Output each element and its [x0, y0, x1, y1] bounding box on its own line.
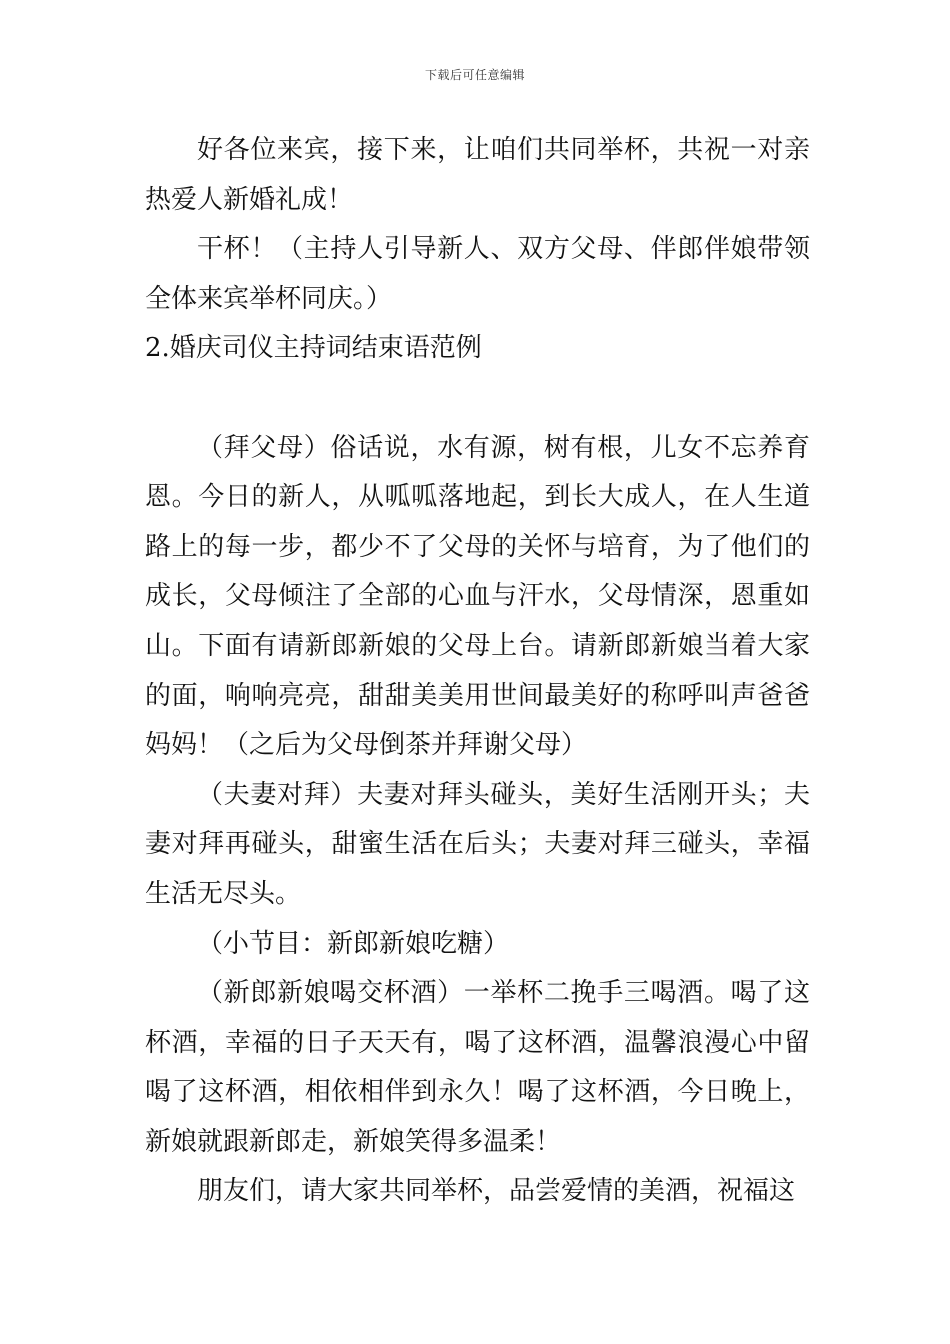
paragraph-couple-bow: （夫妻对拜）夫妻对拜头碰头，美好生活刚开头；夫妻对拜再碰头，甜蜜生活在后头；夫妻对拜三碰头，幸福生活无尽头。 — [145, 779, 810, 909]
paragraph-cross-cup-wine: （新郎新娘喝交杯酒）一举杯二挽手三喝酒。喝了这杯酒，幸福的日子天天有，喝了这杯酒，温馨浪漫心中留喝了这杯酒，相依相伴到永久！喝了这杯酒，今日晚上，新娘就跟新郎走，新娘笑得多温柔！ — [145, 978, 810, 1157]
section-heading: 2.婚庆司仪主持词结束语范例 — [145, 333, 482, 364]
document-body — [145, 126, 810, 1217]
paragraph-bow-parents: （拜父母）俗话说，水有源，树有根，儿女不忘养育恩。今日的新人，从呱呱落地起，到长大成人，在人生道路上的每一步，都少不了父母的关怀与培育，为了他们的成长，父母倾注了全部的心血与汗水，父母情深，恩重如山。下面有请新郎新娘的父母上台。请新郎新娘当着大家的面，响响亮亮，甜甜美美用世间最美好的称呼叫声爸爸妈妈！（之后为父母倒茶并拜谢父母） — [145, 432, 810, 761]
paragraph-friends-toast: 朋友们，请大家共同举杯，品尝爱情的美酒，祝福这 — [197, 1176, 796, 1207]
blank-line — [145, 374, 810, 424]
page-header: 下载后可任意编辑 — [424, 68, 525, 82]
paragraph-cheers: 干杯！（主持人引导新人、双方父母、伴郎伴娘带领全体来宾举杯同庆。） — [145, 234, 810, 314]
paragraph-toast: 好各位来宾，接下来，让咱们共同举杯，共祝一对亲热爱人新婚礼成！ — [145, 135, 810, 215]
paragraph-candy-program: （小节目：新郎新娘吃糖） — [197, 928, 510, 959]
